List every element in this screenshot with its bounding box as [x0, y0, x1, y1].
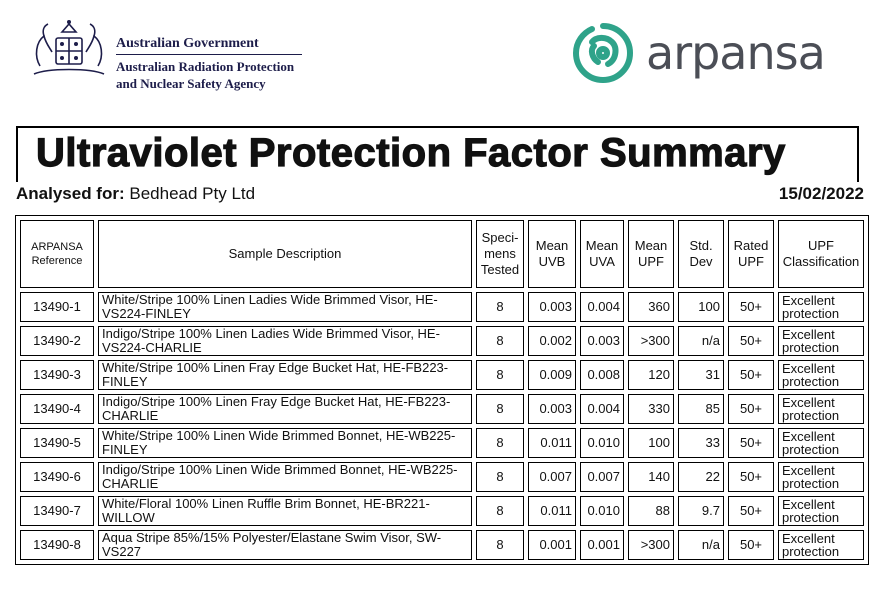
cell-mean-upf: 330 [628, 394, 674, 424]
cell-classification: Excellent protection [778, 462, 864, 492]
table-row [20, 326, 864, 356]
cell-classification: Excellent protection [778, 326, 864, 356]
cell-mean-uvb: 0.001 [528, 530, 576, 560]
cell-mean-uvb: 0.003 [528, 292, 576, 322]
upf-results-table [15, 215, 869, 565]
cell-mean-uva: 0.003 [580, 326, 624, 356]
cell-rated-upf: 50+ [728, 360, 774, 390]
arpansa-wordmark: arpansa [646, 26, 825, 80]
cell-rated-upf: 50+ [728, 394, 774, 424]
header-rated-upf: Rated UPF [728, 220, 774, 288]
cell-rated-upf: 50+ [728, 530, 774, 560]
cell-specimens: 8 [476, 530, 524, 560]
cell-std-dev: 100 [678, 292, 724, 322]
cell-mean-uvb: 0.002 [528, 326, 576, 356]
cell-std-dev: n/a [678, 326, 724, 356]
cell-reference: 13490-5 [20, 428, 94, 458]
cell-classification: Excellent protection [778, 360, 864, 390]
cell-mean-uvb: 0.009 [528, 360, 576, 390]
cell-std-dev: 31 [678, 360, 724, 390]
cell-description: Indigo/Stripe 100% Linen Wide Brimmed Bonnet, HE-WB225-CHARLIE [98, 462, 472, 492]
cell-reference: 13490-3 [20, 360, 94, 390]
cell-classification: Excellent protection [778, 496, 864, 526]
table-row [20, 394, 864, 424]
cell-specimens: 8 [476, 292, 524, 322]
cell-std-dev: n/a [678, 530, 724, 560]
cell-description: White/Stripe 100% Linen Wide Brimmed Bonnet, HE-WB225-FINLEY [98, 428, 472, 458]
cell-mean-upf: 100 [628, 428, 674, 458]
cell-mean-upf: 120 [628, 360, 674, 390]
cell-mean-uva: 0.010 [580, 496, 624, 526]
header-std-dev: Std. Dev [678, 220, 724, 288]
cell-mean-uva: 0.010 [580, 428, 624, 458]
cell-mean-uva: 0.008 [580, 360, 624, 390]
cell-rated-upf: 50+ [728, 292, 774, 322]
cell-mean-uva: 0.001 [580, 530, 624, 560]
cell-reference: 13490-1 [20, 292, 94, 322]
cell-mean-uvb: 0.011 [528, 428, 576, 458]
government-name: Australian Government [116, 36, 259, 51]
cell-mean-uvb: 0.007 [528, 462, 576, 492]
cell-mean-uva: 0.004 [580, 292, 624, 322]
cell-rated-upf: 50+ [728, 326, 774, 356]
cell-specimens: 8 [476, 360, 524, 390]
cell-mean-upf: >300 [628, 530, 674, 560]
agency-name-line2: and Nuclear Safety Agency [116, 76, 266, 91]
cell-reference: 13490-6 [20, 462, 94, 492]
cell-rated-upf: 50+ [728, 428, 774, 458]
cell-std-dev: 9.7 [678, 496, 724, 526]
cell-description: White/Floral 100% Linen Ruffle Brim Bonnet, HE-BR221-WILLOW [98, 496, 472, 526]
cell-description: Indigo/Stripe 100% Linen Ladies Wide Brimmed Visor, HE-VS224-CHARLIE [98, 326, 472, 356]
table-row [20, 462, 864, 492]
cell-reference: 13490-4 [20, 394, 94, 424]
cell-description: Aqua Stripe 85%/15% Polyester/Elastane Swim Visor, SW-VS227 [98, 530, 472, 560]
cell-mean-upf: 140 [628, 462, 674, 492]
table-row [20, 360, 864, 390]
cell-rated-upf: 50+ [728, 496, 774, 526]
table-row [20, 530, 864, 560]
cell-rated-upf: 50+ [728, 462, 774, 492]
cell-specimens: 8 [476, 394, 524, 424]
cell-description: White/Stripe 100% Linen Ladies Wide Brimmed Visor, HE-VS224-FINLEY [98, 292, 472, 322]
cell-specimens: 8 [476, 326, 524, 356]
header-mean-uva: Mean UVA [580, 220, 624, 288]
cell-mean-uva: 0.007 [580, 462, 624, 492]
table-row [20, 496, 864, 526]
cell-std-dev: 22 [678, 462, 724, 492]
page-title: Ultraviolet Protection Factor Summary [36, 131, 786, 175]
report-date: 15/02/2022 [778, 184, 864, 203]
cell-reference: 13490-8 [20, 530, 94, 560]
coat-of-arms-icon [28, 18, 110, 80]
cell-mean-uva: 0.004 [580, 394, 624, 424]
header-specimens: Speci-mens Tested [476, 220, 524, 288]
client-name: Bedhead Pty Ltd [129, 184, 256, 203]
cell-std-dev: 33 [678, 428, 724, 458]
cell-mean-uvb: 0.011 [528, 496, 576, 526]
agency-name-line1: Australian Radiation Protection [116, 59, 295, 74]
header-reference: ARPANSA Reference [20, 220, 94, 288]
cell-classification: Excellent protection [778, 394, 864, 424]
cell-description: White/Stripe 100% Linen Fray Edge Bucket Hat, HE-FB223-FINLEY [98, 360, 472, 390]
cell-mean-uvb: 0.003 [528, 394, 576, 424]
cell-description: Indigo/Stripe 100% Linen Fray Edge Bucket Hat, HE-FB223-CHARLIE [98, 394, 472, 424]
cell-reference: 13490-2 [20, 326, 94, 356]
cell-classification: Excellent protection [778, 292, 864, 322]
cell-specimens: 8 [476, 428, 524, 458]
table-row [20, 292, 864, 322]
cell-classification: Excellent protection [778, 530, 864, 560]
analysed-for-label: Analysed for: [16, 184, 125, 203]
arpansa-logo-icon [568, 18, 638, 88]
title-box [16, 126, 859, 182]
cell-reference: 13490-7 [20, 496, 94, 526]
report-meta [16, 184, 864, 206]
header-mean-uvb: Mean UVB [528, 220, 576, 288]
cell-mean-upf: 360 [628, 292, 674, 322]
page-header [0, 0, 884, 120]
table-row [20, 428, 864, 458]
header-mean-upf: Mean UPF [628, 220, 674, 288]
cell-specimens: 8 [476, 462, 524, 492]
cell-mean-upf: >300 [628, 326, 674, 356]
header-description: Sample Description [98, 220, 472, 288]
header-classification: UPF Classification [778, 220, 864, 288]
cell-std-dev: 85 [678, 394, 724, 424]
cell-mean-upf: 88 [628, 496, 674, 526]
cell-specimens: 8 [476, 496, 524, 526]
header-divider [116, 54, 302, 55]
cell-classification: Excellent protection [778, 428, 864, 458]
